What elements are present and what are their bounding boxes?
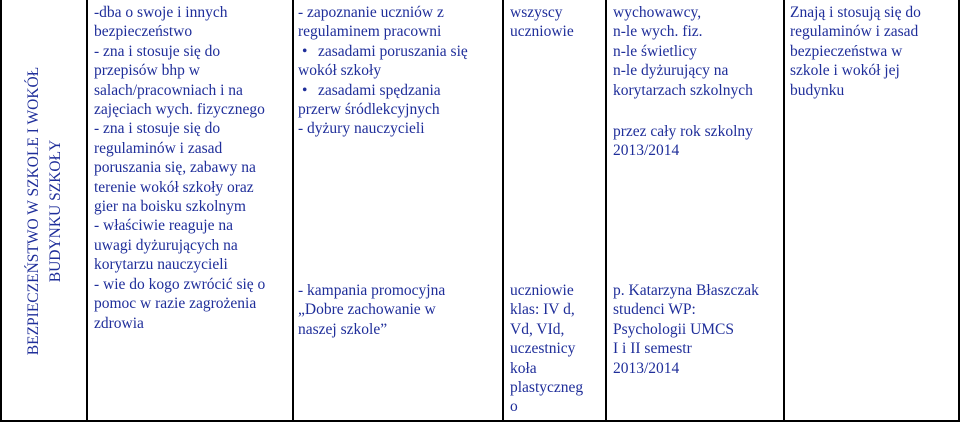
bullet-line: • zasadami poruszania się	[318, 42, 468, 60]
participant-line: koła	[510, 359, 537, 377]
goal-line: pomoc w razie zagrożenia	[94, 295, 257, 313]
responsible-line: n-le wych. fiz.	[613, 23, 703, 41]
responsible-line: korytarzach szkolnych	[613, 81, 753, 99]
responsible-line: Psychologii UMCS	[613, 320, 735, 338]
campaign-cell	[298, 281, 498, 339]
column-divider	[502, 0, 504, 422]
bullet-line: • zasadami spędzania	[318, 81, 441, 99]
outcome-line: bezpieczeństwa w	[790, 42, 903, 60]
goal-line: terenie wokół szkoły oraz	[94, 178, 254, 196]
responsible-line: p. Katarzyna Błaszczak	[613, 282, 759, 299]
goal-line: korytarzu nauczycieli	[94, 256, 228, 274]
outcome-line: szkole i wokół jej	[790, 62, 900, 80]
goals-cell	[94, 3, 288, 333]
heading-line: BUDYNKU SZKOŁY	[47, 139, 64, 283]
outcomes-cell	[790, 3, 956, 100]
responsible-line: wychowawcy,	[613, 4, 702, 21]
goal-line: - właściwie reaguje na	[94, 217, 234, 235]
campaign-line: - kampania promocyjna	[298, 282, 446, 299]
bullet-line: wokół szkoły	[298, 62, 382, 80]
campaign-line: „Dobre zachowanie w	[298, 301, 436, 319]
goal-line: salach/pracowniach i na	[94, 81, 243, 99]
goal-line: bezpieczeństwo	[94, 23, 193, 41]
campaign-line: naszej szkole”	[298, 320, 388, 338]
goal-line: zdrowia	[94, 314, 144, 332]
bullet-line: przerw śródlekcyjnych	[298, 101, 440, 119]
goal-line: gier na boisku szkolnym	[94, 198, 246, 216]
bullet-item	[298, 42, 498, 61]
outcome-line: Znają i stosują się do	[790, 4, 921, 21]
goal-line: - zna i stosuje się do	[94, 120, 221, 138]
responsible-line: n-le świetlicy	[613, 42, 697, 60]
activities-cell	[298, 3, 498, 139]
period-line: 2013/2014	[613, 142, 680, 160]
goal-line: poruszania się, zabawy na	[94, 159, 256, 177]
participant-line: uczniowie	[510, 282, 574, 299]
section-heading-cell	[2, 4, 88, 418]
goal-line: -dba o swoje i innych	[94, 4, 228, 21]
goal-line: zajęciach wych. fizycznego	[94, 101, 265, 119]
period-line: przez cały rok szkolny	[613, 123, 753, 140]
goal-line: regulaminów i zasad	[94, 139, 223, 157]
participant-line: o	[510, 398, 518, 416]
responsible-line: n-le dyżurujący na	[613, 62, 729, 80]
goal-line: - wie do kogo zwrócić się o	[94, 275, 266, 293]
responsible-cell	[613, 3, 781, 100]
participant-line: uczniowie	[510, 23, 574, 41]
activity-line: - dyżury nauczycieli	[298, 120, 425, 138]
column-divider	[783, 0, 785, 422]
participants-cell-2	[510, 281, 602, 417]
participants-cell	[510, 3, 602, 42]
activity-line: regulaminem pracowni	[298, 23, 442, 41]
responsible-cell-2	[613, 281, 781, 378]
outcome-line: regulaminów i zasad	[790, 23, 919, 41]
responsible-line: studenci WP:	[613, 301, 696, 319]
participant-line: Vd, VId,	[510, 320, 565, 338]
outcome-line: budynku	[790, 81, 845, 99]
column-divider	[292, 0, 294, 422]
participant-line: wszyscy	[510, 4, 563, 21]
activity-line: - zapoznanie uczniów z	[298, 4, 444, 21]
section-heading	[2, 4, 88, 418]
participant-line: klas: IV d,	[510, 301, 575, 319]
responsible-line: 2013/2014	[613, 359, 680, 377]
participant-line: uczestnicy	[510, 340, 576, 358]
column-divider	[605, 0, 607, 422]
heading-line: BEZPIECZEŃSTWO W SZKOLE I WOKÓŁ	[25, 66, 42, 356]
bullet-item	[298, 81, 498, 100]
goal-line: przepisów bhp w	[94, 62, 200, 80]
participant-line: plastyczneg	[510, 379, 584, 397]
responsible-line: I i II semestr	[613, 340, 692, 358]
goal-line: uwagi dyżurujących na	[94, 236, 238, 254]
period-cell	[613, 122, 781, 161]
goal-line: - zna i stosuje się do	[94, 42, 221, 60]
